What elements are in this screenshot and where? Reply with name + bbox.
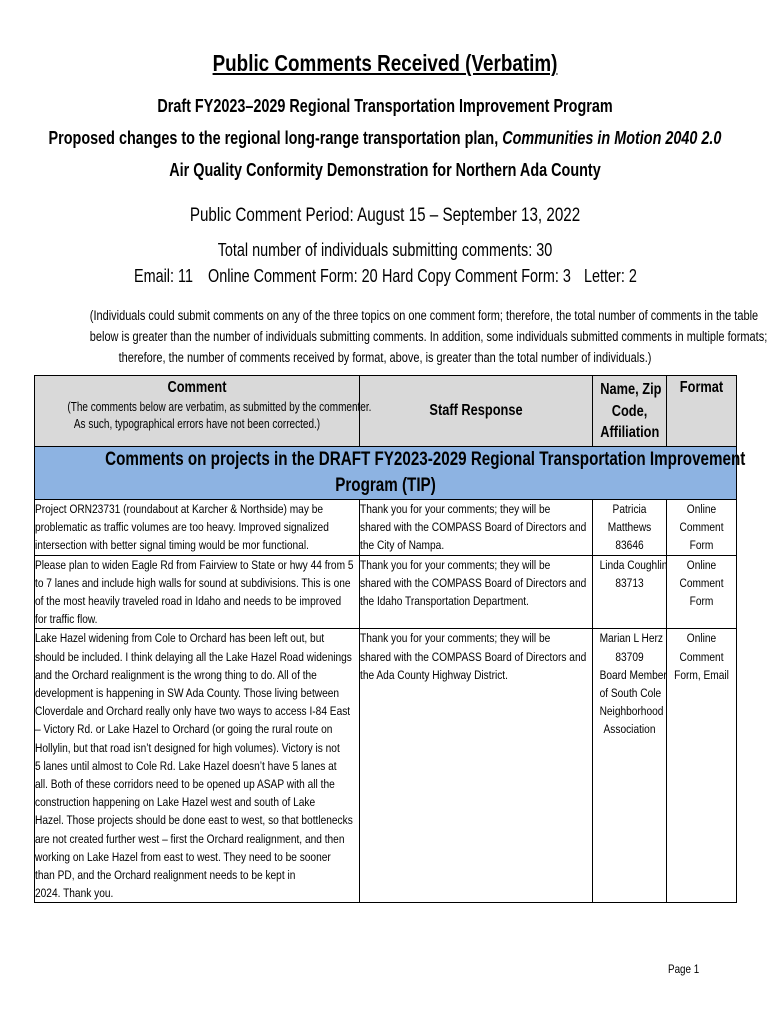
header-staff-response	[360, 376, 593, 447]
comment-cell	[35, 555, 360, 629]
format-cell-line: Form	[689, 538, 714, 553]
staff-response-cell-line: the Ada County Highway District.	[360, 667, 508, 682]
format-cell	[667, 629, 737, 903]
header-comment-note: (The comments below are verbatim, as submitted by the commenter.	[67, 400, 372, 414]
name-zip-cell-line: Board Member	[599, 667, 667, 682]
table-row	[35, 629, 737, 903]
comment-cell-line: all. Both of these corridors need to be opened up ASAP with all the	[35, 777, 335, 792]
table-header-row	[35, 376, 737, 447]
page-number: Page 1	[668, 962, 700, 976]
format-cell-line: Form, Email	[674, 667, 729, 682]
name-zip-cell-line: 83713	[615, 575, 644, 590]
table-row	[35, 500, 737, 556]
format-cell	[667, 555, 737, 629]
comment-cell-line: construction happening on Lake Hazel west and south of Lake	[35, 795, 316, 810]
staff-response-cell	[360, 629, 593, 903]
header-comment-label: Comment	[167, 379, 227, 396]
table-row	[35, 555, 737, 629]
name-zip-cell-line: of South Cole	[599, 686, 662, 701]
staff-response-cell-line: shared with the COMPASS Board of Directors and	[360, 575, 587, 590]
comment-cell	[35, 629, 360, 903]
explanatory-note	[25, 305, 768, 368]
name-zip-cell	[593, 555, 667, 629]
format-cell-line: Comment	[679, 649, 724, 664]
name-zip-cell-line: 83709	[615, 649, 644, 664]
format-cell-line: Online	[686, 557, 717, 572]
staff-response-cell	[360, 500, 593, 556]
section-tip	[35, 447, 746, 500]
format-cell	[667, 500, 737, 556]
comment-cell-line: Hazel. Those projects should be done east to west, so that bottlenecks	[35, 813, 353, 828]
name-zip-cell-line: Neighborhood	[599, 704, 664, 719]
note-line: below is greater than the number of individuals submitting comments. In addition, some individuals submitted comments in multiple formats;	[89, 329, 768, 344]
count-email: Email: 11	[134, 266, 193, 286]
staff-response-cell-line: the Idaho Transportation Department.	[360, 594, 529, 609]
note-line: (Individuals could submit comments on any of the three topics on one comment form; therefore, the total number of comments in the table	[89, 308, 759, 323]
name-zip-cell-line: Patricia	[612, 502, 647, 516]
comment-cell-line: development is happening in SW Ada County. Those living between	[35, 686, 340, 701]
name-zip-cell-line: Marian L Herz	[599, 631, 664, 646]
section-title-line: Program (TIP)	[335, 475, 436, 496]
comment-cell-line: should be included. I think delaying all the Lake Hazel Road widenings	[35, 649, 352, 664]
comment-cell-line: and the Orchard realignment is the wrong thing to do. All of the	[35, 667, 317, 682]
comment-cell-line: intersection with better signal timing would be mor functional.	[35, 538, 309, 553]
comment-cell-line: are not created further west – first the Orchard realignment, and then	[35, 831, 345, 846]
name-zip-cell-line: Linda Coughlin	[599, 557, 668, 572]
name-zip-cell	[593, 500, 667, 556]
staff-response-cell	[360, 555, 593, 629]
name-zip-cell	[593, 629, 667, 903]
staff-response-cell-line: Thank you for your comments; they will be	[360, 631, 551, 646]
format-cell-line: Comment	[679, 575, 724, 590]
comment-cell-line: Project ORN23731 (roundabout at Karcher & Northside) may be	[35, 502, 324, 516]
subtitle-plan	[45, 128, 725, 149]
staff-response-cell-line: Thank you for your comments; they will be	[360, 557, 551, 572]
section-title-line: Comments on projects in the DRAFT FY2023-2029 Regional Transportation Improvement	[105, 449, 746, 470]
comment-cell-line: 2024. Thank you.	[35, 886, 114, 901]
note-line: therefore, the number of comments received by format, above, is greater than the total number of individuals.)	[118, 350, 652, 365]
comment-cell-line: Cloverdale and Orchard really only have two ways to access I-84 East	[35, 704, 351, 719]
header-name-line: Affiliation	[600, 424, 660, 441]
comment-cell-line: for traffic flow.	[35, 612, 98, 627]
format-cell-line: Comment	[679, 520, 724, 535]
format-cell-line: Online	[686, 502, 717, 516]
format-counts	[0, 266, 770, 290]
comment-rows	[35, 500, 737, 903]
staff-response-cell-line: the City of Nampa.	[360, 538, 445, 553]
header-format	[667, 376, 737, 447]
comment-cell-line: Please plan to widen Eagle Rd from Fairview to State or hwy 44 from 5	[35, 557, 354, 572]
comment-cell-line: Hollylin, but that road isn’t designed for high volumes). Victory is not	[35, 740, 340, 755]
format-cell-line: Form	[689, 594, 714, 609]
comments-table	[34, 375, 746, 903]
count-hardcopy: Hard Copy Comment Form: 3	[382, 266, 571, 286]
comment-cell-line: to 7 lanes and include high walls for sound at subdivisions. This is one	[35, 575, 351, 590]
comment-cell	[35, 500, 360, 556]
format-cell-line: Online	[686, 631, 717, 646]
header-format-label: Format	[679, 379, 724, 396]
staff-response-cell-line: shared with the COMPASS Board of Directors and	[360, 649, 587, 664]
comment-cell-line: working on Lake Hazel from east to west. They need to be sooner	[35, 849, 331, 864]
comment-cell-line: Lake Hazel widening from Cole to Orchard has been left out, but	[35, 631, 325, 646]
subtitle-plan-main: Proposed changes to the regional long-range transportation plan,	[48, 128, 503, 148]
header-name-line: Name, Zip	[600, 381, 662, 398]
comment-cell-line: 5 lanes until almost to Cole Rd. Lake Hazel doesn’t have 5 lanes at	[35, 758, 337, 773]
section-header-row	[35, 447, 737, 500]
count-online: Online Comment Form: 20	[208, 266, 378, 286]
comment-cell-line: – Victory Rd. or Lake Hazel to Orchard (or going the rural route on	[35, 722, 333, 737]
header-staff-label: Staff Response	[429, 402, 523, 419]
count-letter: Letter: 2	[584, 266, 637, 286]
staff-response-cell-line: shared with the COMPASS Board of Directors and	[360, 520, 587, 535]
header-comment	[35, 376, 372, 447]
name-zip-cell-line: Association	[603, 722, 656, 737]
staff-response-cell-line: Thank you for your comments; they will be	[360, 502, 551, 516]
subtitle-air-quality: Air Quality Conformity Demonstration for Northern Ada County	[169, 160, 601, 180]
comment-cell-line: than PD, and the Orchard realignment needs to be kept in	[35, 868, 296, 883]
header-comment-note: As such, typographical errors have not been corrected.)	[73, 417, 321, 431]
name-zip-cell-line: Matthews	[607, 520, 652, 535]
subtitle-tip: Draft FY2023–2029 Regional Transportation Improvement Program	[157, 96, 613, 116]
name-zip-cell-line: 83646	[615, 538, 644, 553]
comment-cell-line: problematic as traffic volumes are too heavy. Improved signalized	[35, 520, 329, 535]
total-individuals: Total number of individuals submitting comments: 30	[217, 240, 553, 260]
document-title: Public Comments Received (Verbatim)	[212, 50, 558, 76]
header-name-zip	[593, 376, 667, 447]
subtitle-plan-italic: Communities in Motion 2040 2.0	[502, 128, 722, 148]
comment-cell-line: of the most heavily traveled road in Idaho and needs to be improved	[35, 594, 342, 609]
comment-period: Public Comment Period: August 15 – September 13, 2022	[189, 205, 581, 226]
header-name-line: Code,	[611, 402, 648, 420]
